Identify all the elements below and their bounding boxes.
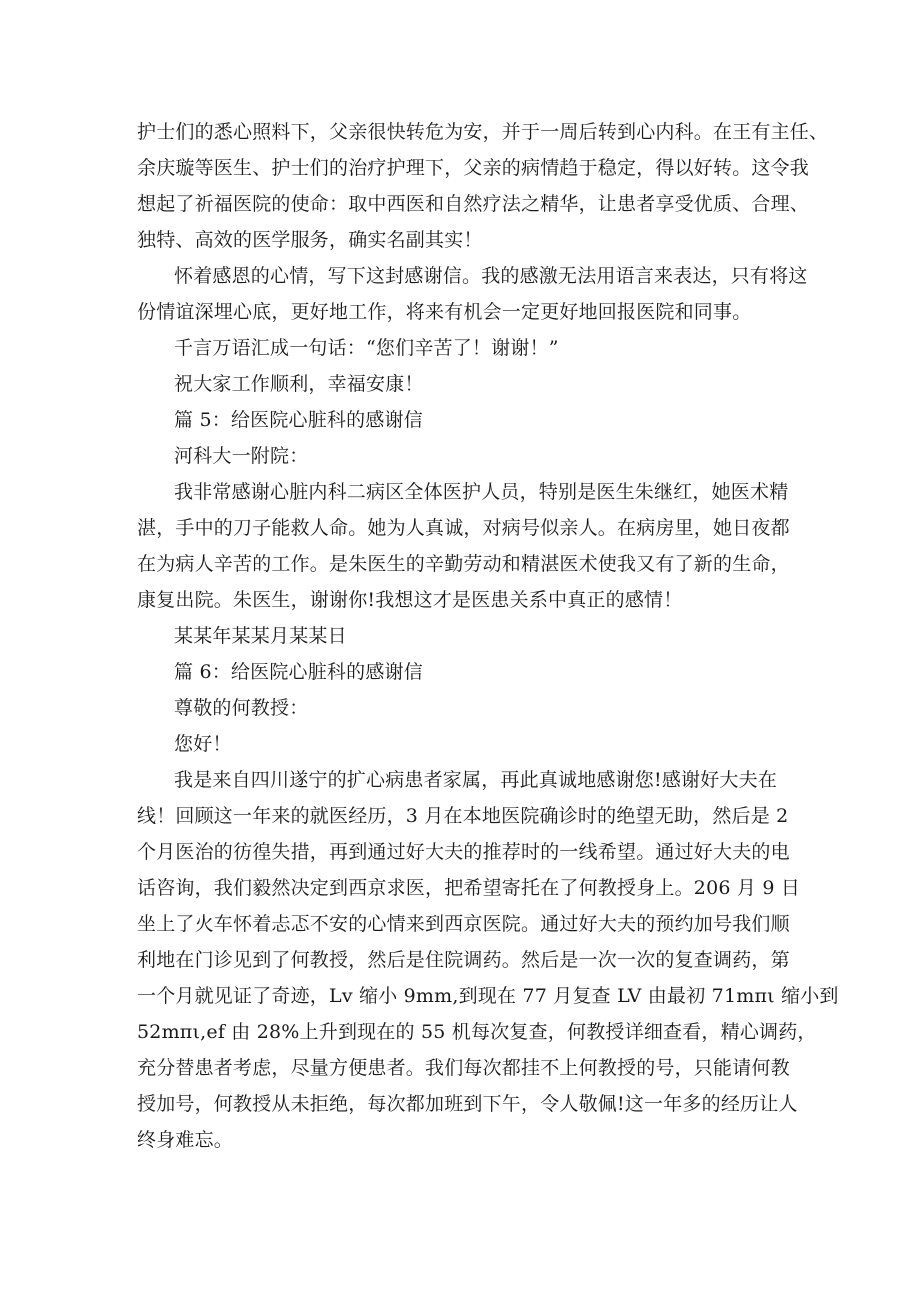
date-line: 某某年某某月某某日 xyxy=(174,625,347,647)
text-line: 我非常感谢心脏内科二病区全体医护人员，特别是医生朱继红，她医术精 xyxy=(174,481,789,503)
text-line: 康复出院。朱医生，谢谢你!我想这才是医患关系中真正的感情！ xyxy=(137,589,683,611)
text-line: 我是来自四川遂宁的扩心病患者家属，再此真诚地感谢您!感谢好大夫在 xyxy=(174,769,778,791)
text-line: 湛，手中的刀子能救人命。她为人真诚，对病号似亲人。在病房里，她日夜都 xyxy=(137,517,790,539)
text-line: 个月医治的彷徨失措，再到通过好大夫的推荐时的一线希望。通过好大夫的电 xyxy=(137,841,790,863)
text-line: 授加号，何教授从未拒绝，每次都加班到下午，令人敬佩!这一年多的经历让人 xyxy=(137,1093,798,1115)
greeting: 您好！ xyxy=(174,733,232,755)
text-line: 利地在门诊见到了何教授，然后是住院调药。然后是一次一次的复查调药，第 xyxy=(137,949,790,971)
text-line: 话咨询，我们毅然决定到西京求医，把希望寄托在了何教授身上。206 月 9 日 xyxy=(137,877,801,899)
text-line: 怀着感恩的心情，写下这封感谢信。我的感激无法用语言来表达，只有将这 xyxy=(174,265,808,287)
salutation: 河科大一附院： xyxy=(174,445,309,467)
text-line: 想起了祈福医院的使命：取中西医和自然疗法之精华，让患者享受优质、合理、 xyxy=(137,193,810,215)
text-line: 护士们的悉心照料下，父亲很快转危为安，并于一周后转到心内科。在王有主任、 xyxy=(137,121,829,143)
text-line: 独特、高效的医学服务，确实名副其实！ xyxy=(137,229,483,251)
text-line: 终身难忘。 xyxy=(137,1129,234,1151)
text-line: 充分替患者考虑，尽量方便患者。我们每次都挂不上何教授的号，只能请何教 xyxy=(137,1057,790,1079)
text-line: 份情谊深埋心底，更好地工作，将来有机会一定更好地回报医院和同事。 xyxy=(137,301,752,323)
text-line: 祝大家工作顺利，幸福安康！ xyxy=(174,373,424,395)
text-line: 千言万语汇成一句话：“您们辛苦了！谢谢！” xyxy=(174,337,559,359)
text-line: 线！回顾这一年来的就医经历，3 月在本地医院确诊时的绝望无助，然后是 2 xyxy=(137,805,789,827)
text-line: 余庆璇等医生、护士们的治疗护理下，父亲的病情趋于稳定，得以好转。这令我 xyxy=(137,157,810,179)
text-line: 一个月就见证了奇迹，Lv 缩小 9mm,到现在 77 月复查 LV 由最初 71mπι 缩小到 xyxy=(137,985,839,1007)
section-heading: 篇 6：给医院心脏科的感谢信 xyxy=(174,661,423,683)
text-line: 坐上了火车怀着忐忑不安的心情来到西京医院。通过好大夫的预约加号我们顺 xyxy=(137,913,790,935)
text-line: 在为病人辛苦的工作。是朱医生的辛勤劳动和精湛医术使我又有了新的生命， xyxy=(137,553,790,575)
salutation: 尊敬的何教授： xyxy=(174,697,309,719)
text-line: 52mπι,ef 由 28%上升到现在的 55 机每次复查，何教授详细查看，精心调药， xyxy=(137,1021,817,1043)
section-heading: 篇 5：给医院心脏科的感谢信 xyxy=(174,409,423,431)
